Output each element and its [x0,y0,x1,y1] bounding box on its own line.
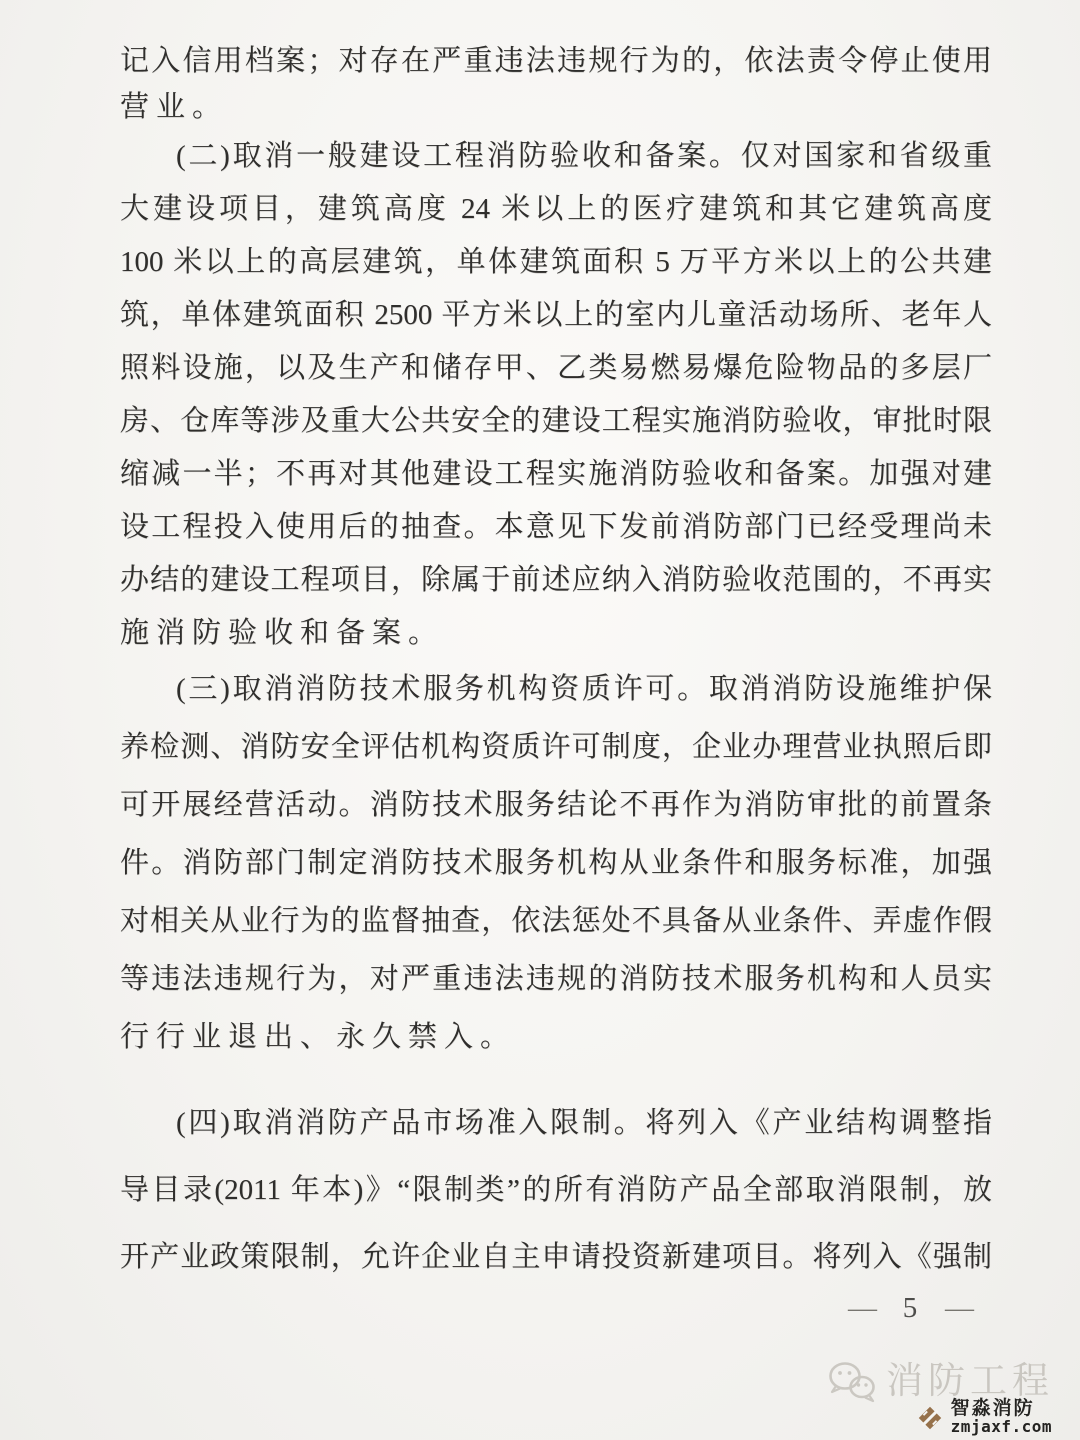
watermark-brand-large: 消防工程 [886,1361,1054,1403]
text-line: 开产业政策限制，允许企业自主申请投资新建项目。将列入《强制 [120,1241,992,1273]
watermark-logo-row [916,1399,1052,1436]
text-line: 记入信用档案；对存在严重违法违规行为的，依法责令停止使用 [120,45,992,77]
footer-dash-right: — [945,1292,972,1324]
page-number-footer [848,1292,972,1325]
text-line: 照料设施，以及生产和储存甲、乙类易燃易爆危险物品的多层厂 [120,352,992,384]
text-line: (四)取消消防产品市场准入限制。将列入《产业结构调整指 [176,1107,992,1139]
watermark-brand-row [827,1361,1054,1403]
zhimiao-diamond-icon [916,1404,944,1432]
text-line: (二)取消一般建设工程消防验收和备案。仅对国家和省级重 [176,140,992,172]
text-line: 100 米以上的高层建筑，单体建筑面积 5 万平方米以上的公共建 [120,246,992,278]
document-body [120,38,992,1291]
text-line: 对相关从业行为的监督抽查，依法惩处不具备从业条件、弄虚作假 [120,905,992,937]
text-line: 施消防验收和备案。 [120,617,445,649]
text-line: 缩减一半；不再对其他建设工程实施消防验收和备案。加强对建 [120,458,992,490]
text-line: 导目录(2011 年本)》“限制类”的所有消防产品全部取消限制，放 [120,1174,992,1206]
text-line: 营业。 [120,91,229,123]
paragraph-item-3 [120,660,992,1066]
text-line: 设工程投入使用后的抽查。本意见下发前消防部门已经受理尚未 [120,511,992,543]
watermark-domain: zmjaxf.com [950,1417,1052,1437]
page-number: 5 [902,1292,918,1324]
text-line: (三)取消消防技术服务机构资质许可。取消消防设施维护保 [176,673,992,705]
paragraph-item-4 [120,1090,992,1291]
text-line: 可开展经营活动。消防技术服务结论不再作为消防审批的前置条 [120,789,992,821]
footer-dash-left: — [848,1292,875,1324]
text-line: 办结的建设工程项目，除属于前述应纳入消防验收范围的，不再实 [120,564,992,596]
text-line: 行行业退出、永久禁入。 [120,1021,517,1053]
wechat-icon [827,1361,877,1403]
paragraph-continuation [120,38,992,130]
text-line: 大建设项目，建筑高度 24 米以上的医疗建筑和其它建筑高度 [120,193,992,225]
text-line: 房、仓库等涉及重大公共安全的建设工程实施消防验收，审批时限 [120,405,992,437]
watermark-brand-small: 智淼消防 [950,1398,1035,1420]
paragraph-item-2 [120,130,992,660]
watermark-block [827,1361,1054,1436]
text-line: 养检测、消防安全评估机构资质许可制度，企业办理营业执照后即 [120,731,992,763]
text-line: 等违法违规行为，对严重违法违规的消防技术服务机构和人员实 [120,963,992,995]
text-line: 件。消防部门制定消防技术服务机构从业条件和服务标准，加强 [120,847,992,879]
text-line: 筑，单体建筑面积 2500 平方米以上的室内儿童活动场所、老年人 [120,299,992,331]
